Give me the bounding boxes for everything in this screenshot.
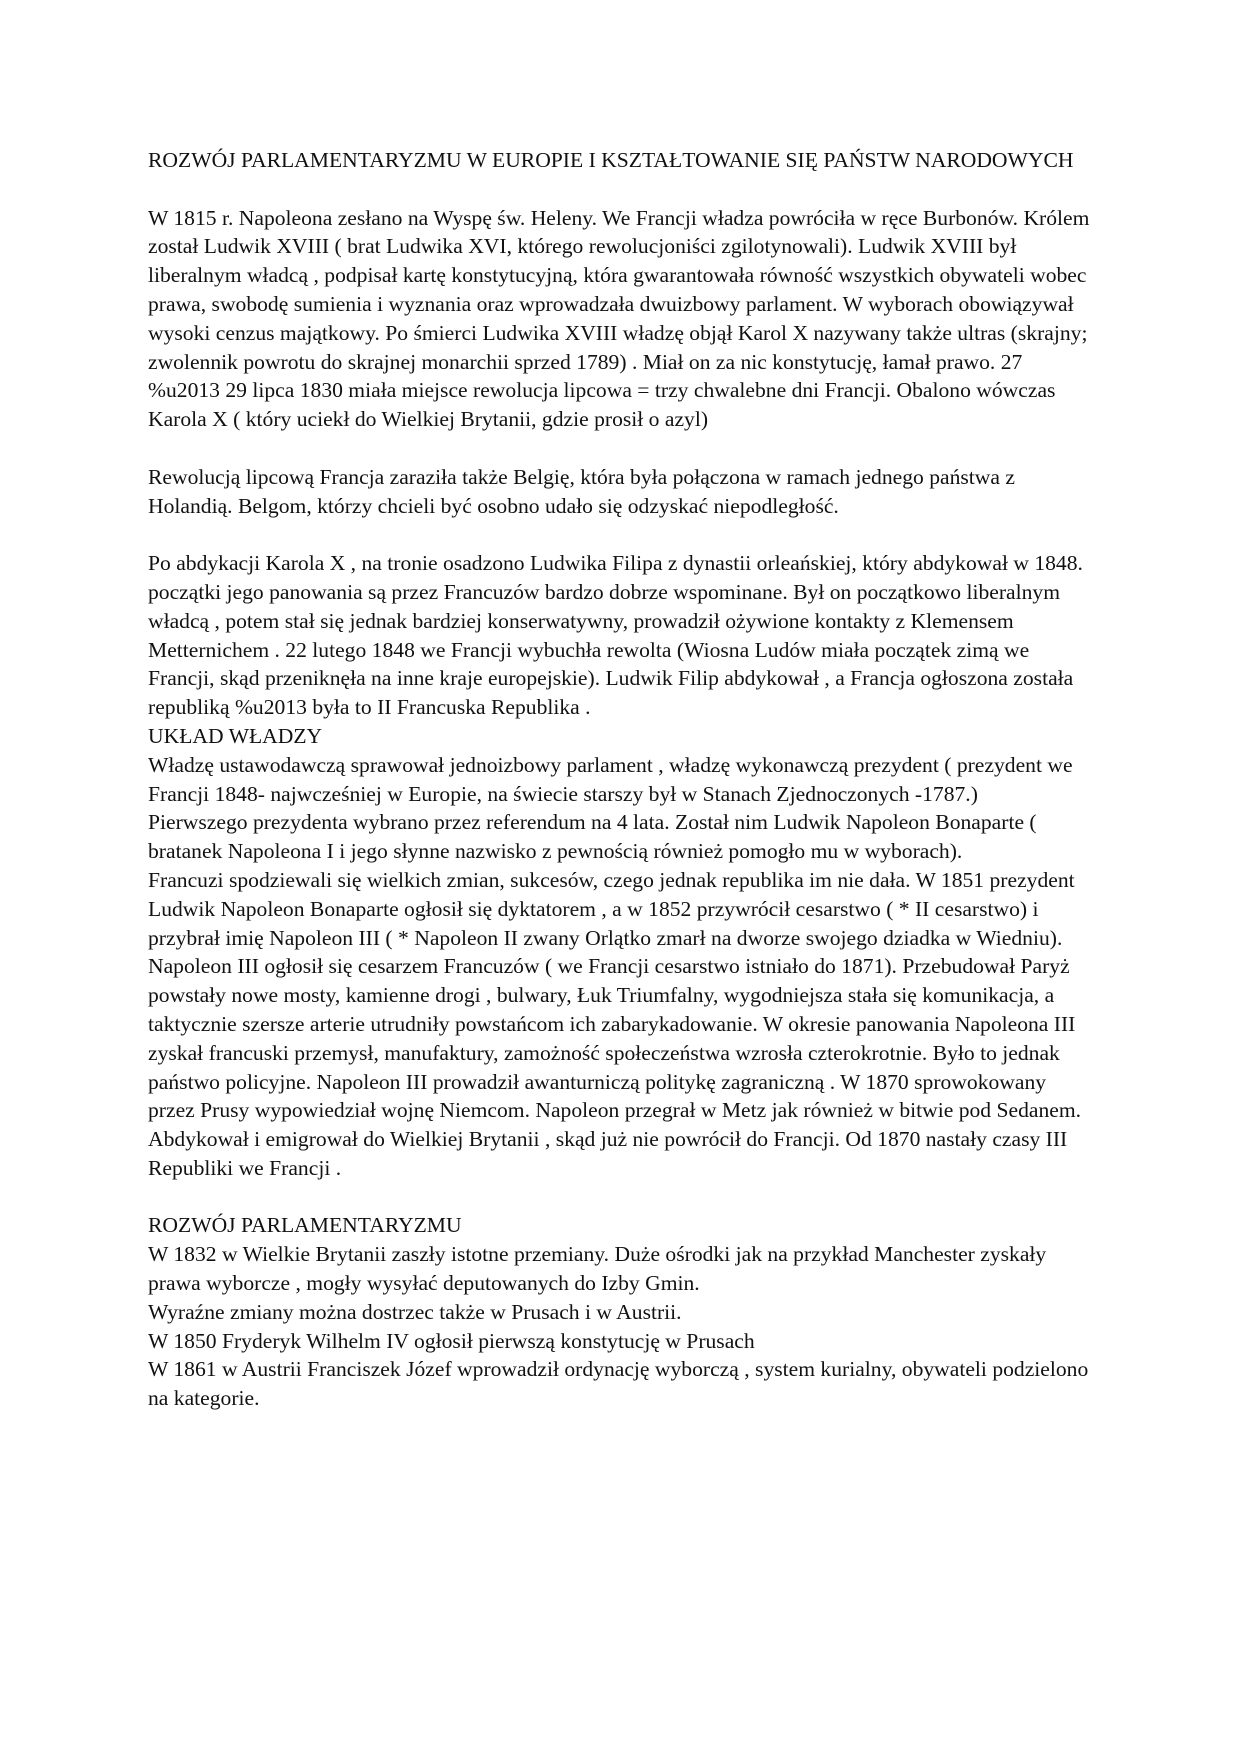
paragraph-prussia-austria: Wyraźne zmiany można dostrzec także w Prusach i w Austrii. — [148, 1299, 682, 1324]
paragraph-austria-1861: W 1861 w Austrii Franciszek Józef wprowadził ordynację wyborczą , system kurialny, obywateli podzielono na kategorie. — [148, 1357, 1089, 1411]
paragraph-louis-philippe: Po abdykacji Karola X , na tronie osadzono Ludwika Filipa z dynastii orleańskiej, który abdykował w 1848. początki jego panowania są przez Francuzów bardzo dobrze wspominane. Był on początkowo liberalnym władcą , potem stał się jednak bardziej konserwatywny, prowadził ożywione kontakty z Klemensem Metternichem . 22 lutego 1848 we Francji wybuchła rewolta (Wiosna Ludów miała początek zimą we Francji, skąd przeniknęła na inne kraje europejskie). Ludwik Filip abdykował , a Francja ogłoszona została republiką %u2013 była to II Francuska Republika . — [148, 551, 1083, 720]
paragraph-legislative-power: Władzę ustawodawczą sprawował jednoizbowy parlament , władzę wykonawczą prezydent ( prezydent we Francji 1848- najwcześniej w Europie, na świecie starszy był w Stanach Zjednoczonych -1787.) — [148, 752, 1073, 806]
section-heading-uklad-wladzy: UKŁAD WŁADZY — [148, 723, 323, 748]
paragraph-britain-1832: W 1832 w Wielkie Brytanii zaszły istotne przemiany. Duże ośrodki jak na przykład Manchester zyskały prawa wyborcze , mogły wysyłać deputowanych do Izby Gmin. — [148, 1242, 1047, 1296]
paragraph-restoration: W 1815 r. Napoleona zesłano na Wyspę św. Heleny. We Francji władza powróciła w ręce Burbonów. Królem został Ludwik XVIII ( brat Ludwika XVI, którego rewolucjoniści zgilotynowali). Ludwik XVIII był liberalnym władcą , podpisał kartę konstytucyjną, która gwarantowała równość wszystkich obywateli wobec prawa, swobodę sumienia i wyznania oraz wprowadzała dwuizbowy parlament. W wyborach obowiązywał wysoki cenzus majątkowy. Po śmierci Ludwika XVIII władzę objął Karol X nazywany także ultras (skrajny; zwolennik powrotu do skrajnej monarchii sprzed 1789) . Miał on za nic konstytucję, łamał prawo. 27 %u2013 29 lipca 1830 miała miejsce rewolucja lipcowa = trzy chwalebne dni Francji. Obalono wówczas Karola X ( który uciekł do Wielkiej Brytanii, gdzie prosił o azyl) — [148, 205, 1090, 432]
document-title: ROZWÓJ PARLAMENTARYZMU W EUROPIE I KSZTAŁTOWANIE SIĘ PAŃSTW NARODOWYCH — [148, 148, 1074, 172]
paragraph-napoleon-iii: Francuzi spodziewali się wielkich zmian, sukcesów, czego jednak republika im nie dała. W 1851 prezydent Ludwik Napoleon Bonaparte ogłosił się dyktatorem , a w 1852 przywrócił cesarstwo ( * II cesarstwo) i przybrał imię Napoleon III ( * Napoleon II zwany Orlątko zmarł na dworze swojego dziadka w Wiedniu). Napoleon III ogłosił się cesarzem Francuzów ( we Francji cesarstwo istniało do 1871). Przebudował Paryż powstały nowe mosty, kamienne drogi , bulwary, Łuk Triumfalny, wygodniejsza stała się komunikacja, a taktycznie szersze arterie utrudniły powstańcom ich zabarykadowanie. W okresie panowania Napoleona III zyskał francuski przemysł, manufaktury, zamożność społeczeństwa wzrosła czterokrotnie. Było to jednak państwo policyjne. Napoleon III prowadził awanturniczą politykę zagraniczną . W 1870 sprowokowany przez Prusy wypowiedział wojnę Niemcom. Napoleon przegrał w Metz jak również w bitwie pod Sedanem. Abdykował i emigrował do Wielkiej Brytanii , skąd już nie powrócił do Francji. Od 1870 nastały czasy III Republiki we Francji . — [148, 867, 1082, 1180]
paragraph-prussia-1850: W 1850 Fryderyk Wilhelm IV ogłosił pierwszą konstytucję w Prusach — [148, 1328, 755, 1353]
document-page — [148, 146, 1098, 1413]
paragraph-first-president: Pierwszego prezydenta wybrano przez referendum na 4 lata. Został nim Ludwik Napoleon Bonaparte ( bratanek Napoleona I i jego słynne nazwisko z pewnością również pomogło mu w wyborach). — [148, 810, 1037, 864]
paragraph-belgium: Rewolucją lipcową Francja zaraziła także Belgię, która była połączona w ramach jednego państwa z Holandią. Belgom, którzy chcieli być osobno udało się odzyskać niepodległość. — [148, 464, 1015, 518]
section-heading-rozwoj-parlamentaryzmu: ROZWÓJ PARLAMENTARYZMU — [148, 1213, 462, 1238]
